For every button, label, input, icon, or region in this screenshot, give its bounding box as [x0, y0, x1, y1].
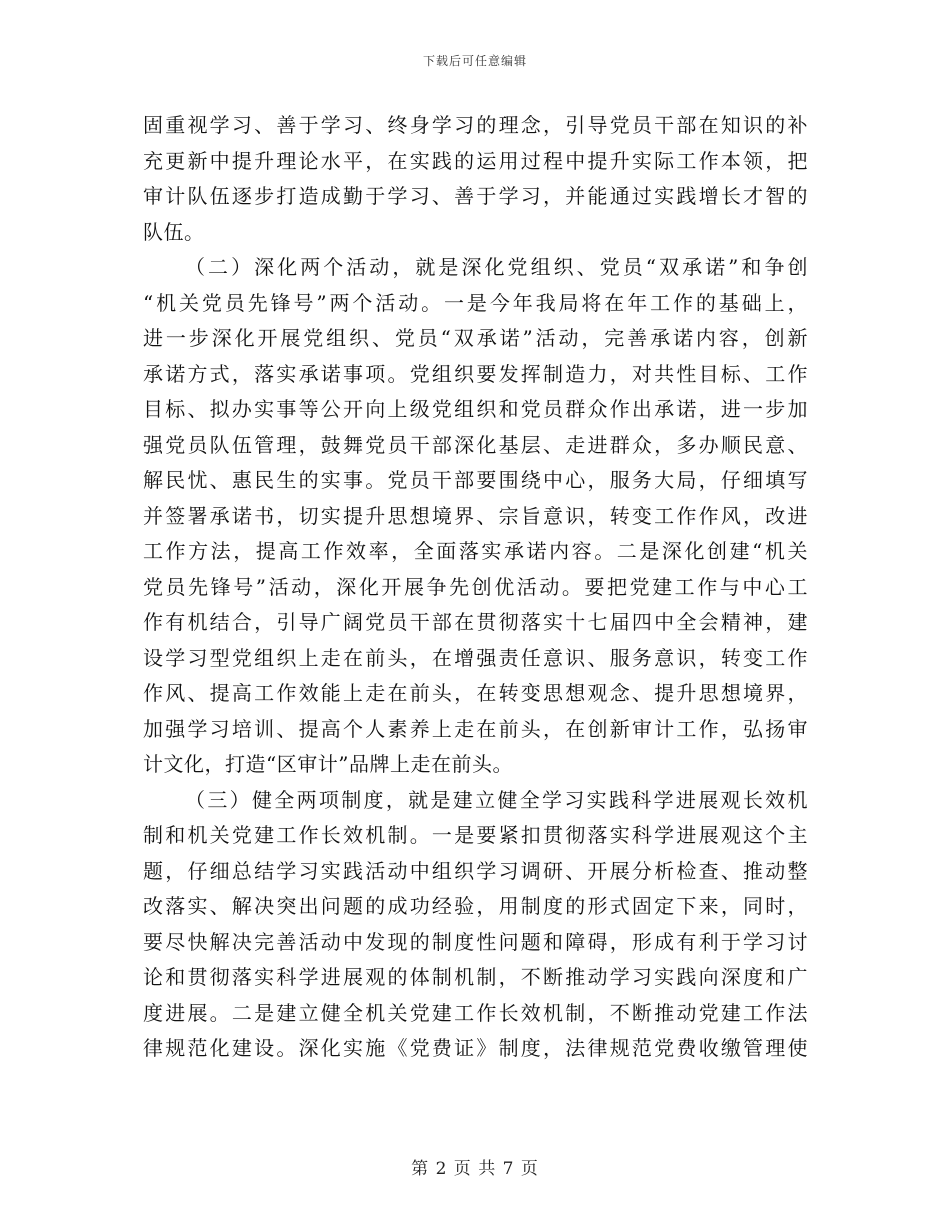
text-line: 论和贯彻落实科学进展观的体制机制，不断推动学习实践向深度和广	[143, 965, 808, 989]
text-line: “机关党员先锋号”两个活动。一是今年我局将在年工作的基础上，	[143, 290, 808, 315]
text-line: 加强学习培训、提高个人素养上走在前头，在创新审计工作，弘扬审	[143, 716, 808, 741]
text-line: 设学习型党组织上走在前头，在增强责任意识、服务意识，转变工作	[143, 645, 808, 670]
text-line: 制和机关党建工作长效机制。一是要紧扣贯彻落实科学进展观这个主	[143, 823, 808, 847]
text-line: 并签署承诺书，切实提升思想境界、宗旨意识，转变工作作风，改进	[143, 503, 808, 528]
text-line: （二）深化两个活动，就是深化党组织、党员“双承诺”和争创	[185, 255, 808, 279]
text-line: 作有机结合，引导广阔党员干部在贯彻落实十七届四中全会精神，建	[143, 610, 808, 634]
text-line: 审计队伍逐步打造成勤于学习、善于学习，并能通过实践增长才智的	[143, 184, 808, 208]
text-line: 党员先锋号”活动，深化开展争先创优活动。要把党建工作与中心工	[143, 574, 808, 599]
text-line: 解民忧、惠民生的实事。党员干部要围绕中心，服务大局，仔细填写	[143, 468, 808, 492]
document-body	[143, 108, 808, 1067]
text-line: （三）健全两项制度，就是建立健全学习实践科学进展观长效机	[185, 787, 808, 812]
text-line: 进一步深化开展党组织、党员“双承诺”活动，完善承诺内容，创新	[143, 326, 808, 350]
text-line: 改落实、解决突出问题的成功经验，用制度的形式固定下来，同时，	[143, 894, 808, 918]
text-line: 目标、拟办实事等公开向上级党组织和党员群众作出承诺，进一步加	[143, 397, 808, 421]
page-number-footer: 第 2 页 共 7 页	[411, 1159, 539, 1179]
text-line: 计文化，打造“区审计”品牌上走在前头。	[143, 752, 513, 776]
text-line: 强党员队伍管理，鼓舞党员干部深化基层、走进群众，多办顺民意、	[143, 432, 808, 457]
text-line: 要尽快解决完善活动中发现的制度性问题和障碍，形成有利于学习讨	[143, 929, 808, 954]
text-line: 度进展。二是建立健全机关党建工作长效机制，不断推动党建工作法	[143, 1000, 808, 1025]
text-line: 工作方法，提高工作效率，全面落实承诺内容。二是深化创建“机关	[143, 539, 808, 563]
text-line: 律规范化建设。深化实施《党费证》制度，法律规范党费收缴管理使	[143, 1036, 808, 1060]
text-line: 队伍。	[143, 219, 205, 244]
page-header-note: 下载后可任意编辑	[422, 54, 527, 68]
text-line: 固重视学习、善于学习、终身学习的理念，引导党员干部在知识的补	[143, 113, 808, 137]
text-line: 承诺方式，落实承诺事项。党组织要发挥制造力，对共性目标、工作	[143, 361, 808, 386]
text-line: 充更新中提升理论水平，在实践的运用过程中提升实际工作本领，把	[143, 148, 808, 173]
text-line: 题，仔细总结学习实践活动中组织学习调研、开展分析检查、推动整	[143, 858, 808, 883]
text-line: 作风、提高工作效能上走在前头，在转变思想观念、提升思想境界，	[143, 681, 808, 705]
